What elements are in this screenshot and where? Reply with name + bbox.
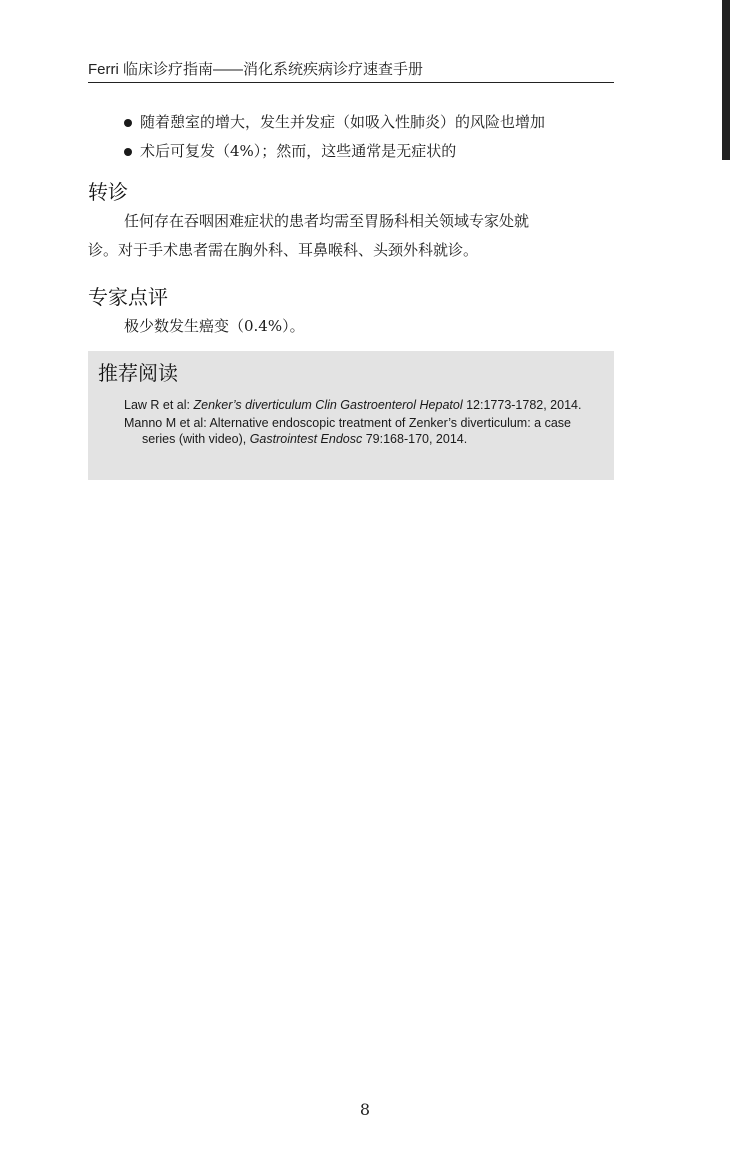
header-rule <box>88 82 614 83</box>
bullet-dot-icon <box>124 119 132 127</box>
section-heading-reading: 推荐阅读 <box>98 361 178 385</box>
ref-citation: 79:168-170, 2014. <box>362 432 468 446</box>
bullet-dot-icon <box>124 148 132 156</box>
bullet-text: 术后可复发（4%）；然而，这些通常是无症状的 <box>140 142 457 160</box>
ref-authors-title: Manno M et al: Alternative endoscopic treatment of Zenker’s diverticulum: a case series (with video), <box>124 415 571 446</box>
bullet-list <box>88 108 614 166</box>
reference-item <box>124 397 604 414</box>
recommended-reading-box <box>88 351 614 480</box>
ref-citation: 12:1773-1782, 2014. <box>462 398 582 412</box>
reference-item <box>124 415 604 448</box>
expert-paragraph <box>88 312 614 341</box>
running-header: Ferri 临床诊疗指南——消化系统疾病诊疗速查手册 <box>88 61 423 78</box>
ref-journal: Gastrointest Endosc <box>249 432 363 446</box>
section-heading-expert: 专家点评 <box>88 285 168 309</box>
ref-authors: Law R et al: <box>124 398 194 412</box>
ref-title: Zenker’s diverticulum <box>193 398 312 412</box>
expert-text: 极少数发生癌变（0.4%）。 <box>124 317 305 335</box>
bullet-item <box>88 108 614 137</box>
referral-paragraph <box>88 207 614 265</box>
bullet-text: 随着憩室的增大，发生并发症（如吸入性肺炎）的风险也增加 <box>140 113 546 131</box>
reference-list <box>124 397 604 449</box>
ref-journal: Clin Gastroenterol Hepatol <box>311 398 463 412</box>
referral-line: 诊。对于手术患者需在胸外科、耳鼻喉科、头颈外科就诊。 <box>88 241 479 259</box>
chapter-edge-tab <box>722 0 730 160</box>
section-heading-referral: 转诊 <box>88 180 128 204</box>
page-number: 8 <box>359 1100 371 1119</box>
bullet-item <box>88 137 614 166</box>
referral-line: 任何存在吞咽困难症状的患者均需至胃肠科相关领域专家处就 <box>124 212 530 230</box>
